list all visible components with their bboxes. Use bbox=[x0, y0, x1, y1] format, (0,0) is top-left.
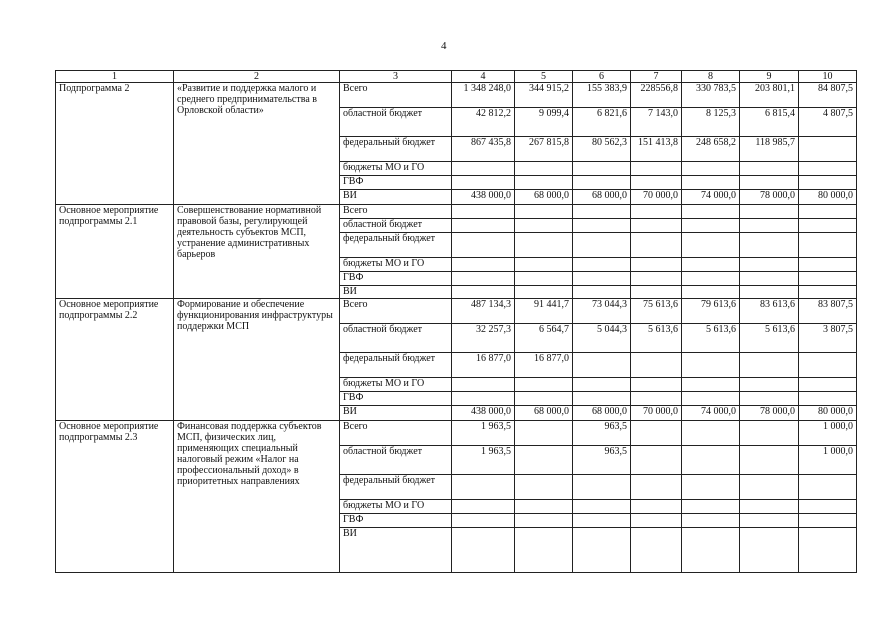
value-cell bbox=[573, 475, 631, 500]
funding-source-cell: Всего bbox=[340, 421, 452, 446]
value-cell: 68 000,0 bbox=[573, 406, 631, 421]
value-cell: 79 613,6 bbox=[682, 299, 740, 324]
value-cell bbox=[515, 233, 573, 258]
value-cell bbox=[799, 286, 857, 299]
value-cell bbox=[631, 176, 682, 190]
value-cell: 83 807,5 bbox=[799, 299, 857, 324]
page-number: 4 bbox=[441, 40, 447, 52]
value-cell: 963,5 bbox=[573, 446, 631, 475]
funding-source-cell: бюджеты МО и ГО bbox=[340, 258, 452, 272]
value-cell: 16 877,0 bbox=[452, 353, 515, 378]
column-header: 8 bbox=[682, 71, 740, 83]
value-cell: 68 000,0 bbox=[515, 190, 573, 205]
value-cell: 963,5 bbox=[573, 421, 631, 446]
funding-source-cell: ГВФ bbox=[340, 272, 452, 286]
value-cell bbox=[631, 258, 682, 272]
value-cell: 118 985,7 bbox=[740, 137, 799, 162]
value-cell: 78 000,0 bbox=[740, 190, 799, 205]
value-cell: 330 783,5 bbox=[682, 83, 740, 108]
value-cell bbox=[740, 205, 799, 219]
value-cell bbox=[799, 528, 857, 573]
value-cell bbox=[740, 378, 799, 392]
value-cell: 91 441,7 bbox=[515, 299, 573, 324]
value-cell bbox=[573, 258, 631, 272]
value-cell bbox=[573, 353, 631, 378]
value-cell bbox=[799, 258, 857, 272]
value-cell bbox=[682, 514, 740, 528]
value-cell bbox=[740, 514, 799, 528]
funding-source-cell: бюджеты МО и ГО bbox=[340, 162, 452, 176]
value-cell bbox=[515, 162, 573, 176]
value-cell bbox=[631, 500, 682, 514]
value-cell bbox=[682, 258, 740, 272]
value-cell: 6 821,6 bbox=[573, 108, 631, 137]
value-cell bbox=[682, 446, 740, 475]
value-cell bbox=[573, 514, 631, 528]
value-cell bbox=[682, 233, 740, 258]
value-cell bbox=[573, 392, 631, 406]
value-cell: 80 562,3 bbox=[573, 137, 631, 162]
value-cell: 73 044,3 bbox=[573, 299, 631, 324]
value-cell: 1 348 248,0 bbox=[452, 83, 515, 108]
value-cell bbox=[682, 392, 740, 406]
funding-source-cell: Всего bbox=[340, 83, 452, 108]
value-cell bbox=[573, 272, 631, 286]
value-cell bbox=[452, 475, 515, 500]
funding-source-cell: областной бюджет bbox=[340, 108, 452, 137]
funding-source-cell: ВИ bbox=[340, 190, 452, 205]
column-header: 6 bbox=[573, 71, 631, 83]
table-row bbox=[56, 83, 857, 108]
value-cell bbox=[515, 258, 573, 272]
budget-table bbox=[55, 70, 857, 573]
value-cell bbox=[682, 205, 740, 219]
value-cell: 84 807,5 bbox=[799, 83, 857, 108]
funding-source-cell: ВИ bbox=[340, 286, 452, 299]
value-cell bbox=[573, 162, 631, 176]
value-cell: 1 000,0 bbox=[799, 446, 857, 475]
value-cell: 68 000,0 bbox=[515, 406, 573, 421]
column-header: 5 bbox=[515, 71, 573, 83]
value-cell: 68 000,0 bbox=[573, 190, 631, 205]
value-cell bbox=[573, 176, 631, 190]
funding-source-cell: ВИ bbox=[340, 528, 452, 573]
value-cell bbox=[452, 233, 515, 258]
value-cell bbox=[682, 500, 740, 514]
value-cell bbox=[682, 353, 740, 378]
value-cell: 70 000,0 bbox=[631, 190, 682, 205]
column-header: 7 bbox=[631, 71, 682, 83]
value-cell bbox=[452, 392, 515, 406]
value-cell: 248 658,2 bbox=[682, 137, 740, 162]
value-cell bbox=[515, 219, 573, 233]
funding-source-cell: ГВФ bbox=[340, 392, 452, 406]
value-cell bbox=[631, 528, 682, 573]
value-cell: 80 000,0 bbox=[799, 190, 857, 205]
value-cell bbox=[799, 162, 857, 176]
value-cell bbox=[573, 528, 631, 573]
value-cell bbox=[515, 528, 573, 573]
value-cell bbox=[573, 219, 631, 233]
value-cell bbox=[799, 272, 857, 286]
value-cell bbox=[682, 528, 740, 573]
value-cell: 344 915,2 bbox=[515, 83, 573, 108]
value-cell: 151 413,8 bbox=[631, 137, 682, 162]
value-cell bbox=[515, 205, 573, 219]
value-cell bbox=[799, 205, 857, 219]
value-cell bbox=[631, 514, 682, 528]
value-cell bbox=[740, 162, 799, 176]
value-cell: 203 801,1 bbox=[740, 83, 799, 108]
value-cell bbox=[799, 392, 857, 406]
value-cell bbox=[573, 286, 631, 299]
value-cell bbox=[631, 162, 682, 176]
value-cell bbox=[682, 219, 740, 233]
value-cell bbox=[452, 528, 515, 573]
value-cell bbox=[682, 421, 740, 446]
value-cell: 16 877,0 bbox=[515, 353, 573, 378]
value-cell: 9 099,4 bbox=[515, 108, 573, 137]
program-name-cell: «Развитие и поддержка малого и среднего предпринимательства в Орловской области» bbox=[174, 83, 340, 205]
program-code-cell: Основное мероприятие подпрограммы 2.1 bbox=[56, 205, 174, 299]
funding-source-cell: бюджеты МО и ГО bbox=[340, 378, 452, 392]
value-cell bbox=[573, 205, 631, 219]
value-cell bbox=[740, 176, 799, 190]
value-cell bbox=[740, 233, 799, 258]
value-cell: 8 125,3 bbox=[682, 108, 740, 137]
value-cell bbox=[452, 258, 515, 272]
value-cell bbox=[452, 219, 515, 233]
funding-source-cell: федеральный бюджет bbox=[340, 353, 452, 378]
value-cell: 438 000,0 bbox=[452, 190, 515, 205]
value-cell bbox=[799, 514, 857, 528]
value-cell bbox=[799, 176, 857, 190]
value-cell: 867 435,8 bbox=[452, 137, 515, 162]
value-cell bbox=[515, 176, 573, 190]
value-cell bbox=[740, 272, 799, 286]
value-cell bbox=[452, 272, 515, 286]
value-cell: 267 815,8 bbox=[515, 137, 573, 162]
value-cell bbox=[515, 272, 573, 286]
value-cell bbox=[573, 378, 631, 392]
column-header: 10 bbox=[799, 71, 857, 83]
program-name-cell: Совершенствование нормативной правовой базы, регулирующей деятельность субъектов МСП, устранение административных барьеров bbox=[174, 205, 340, 299]
program-code-cell: Основное мероприятие подпрограммы 2.2 bbox=[56, 299, 174, 421]
value-cell bbox=[799, 137, 857, 162]
funding-source-cell: федеральный бюджет bbox=[340, 233, 452, 258]
funding-source-cell: областной бюджет bbox=[340, 324, 452, 353]
value-cell bbox=[682, 378, 740, 392]
value-cell bbox=[740, 392, 799, 406]
value-cell bbox=[515, 514, 573, 528]
funding-source-cell: областной бюджет bbox=[340, 446, 452, 475]
column-header: 3 bbox=[340, 71, 452, 83]
value-cell: 74 000,0 bbox=[682, 406, 740, 421]
value-cell bbox=[515, 421, 573, 446]
column-header: 2 bbox=[174, 71, 340, 83]
funding-source-cell: областной бюджет bbox=[340, 219, 452, 233]
funding-source-cell: бюджеты МО и ГО bbox=[340, 500, 452, 514]
funding-source-cell: ГВФ bbox=[340, 176, 452, 190]
value-cell: 3 807,5 bbox=[799, 324, 857, 353]
program-code-cell: Основное мероприятие подпрограммы 2.3 bbox=[56, 421, 174, 573]
value-cell bbox=[515, 446, 573, 475]
value-cell: 42 812,2 bbox=[452, 108, 515, 137]
value-cell bbox=[799, 500, 857, 514]
value-cell: 7 143,0 bbox=[631, 108, 682, 137]
value-cell bbox=[515, 286, 573, 299]
table-row bbox=[56, 421, 857, 446]
value-cell bbox=[631, 272, 682, 286]
value-cell: 5 613,6 bbox=[631, 324, 682, 353]
table-row bbox=[56, 299, 857, 324]
value-cell bbox=[631, 219, 682, 233]
value-cell bbox=[740, 500, 799, 514]
funding-source-cell: Всего bbox=[340, 299, 452, 324]
value-cell bbox=[452, 514, 515, 528]
value-cell bbox=[740, 258, 799, 272]
value-cell bbox=[515, 392, 573, 406]
value-cell: 6 815,4 bbox=[740, 108, 799, 137]
value-cell: 487 134,3 bbox=[452, 299, 515, 324]
value-cell bbox=[682, 176, 740, 190]
value-cell bbox=[452, 205, 515, 219]
value-cell: 75 613,6 bbox=[631, 299, 682, 324]
value-cell bbox=[799, 353, 857, 378]
program-name-cell: Формирование и обеспечение функционирования инфраструктуры поддержки МСП bbox=[174, 299, 340, 421]
value-cell bbox=[631, 205, 682, 219]
value-cell bbox=[631, 233, 682, 258]
value-cell: 83 613,6 bbox=[740, 299, 799, 324]
value-cell bbox=[515, 378, 573, 392]
value-cell bbox=[573, 233, 631, 258]
column-header: 1 bbox=[56, 71, 174, 83]
value-cell bbox=[799, 475, 857, 500]
value-cell bbox=[515, 500, 573, 514]
value-cell bbox=[573, 500, 631, 514]
table-row bbox=[56, 205, 857, 219]
value-cell bbox=[515, 475, 573, 500]
program-name-cell: Финансовая поддержка субъектов МСП, физических лиц, применяющих специальный налоговый режим «Налог на профессиональный доход» в приоритетных направлениях bbox=[174, 421, 340, 573]
value-cell: 438 000,0 bbox=[452, 406, 515, 421]
column-header: 4 bbox=[452, 71, 515, 83]
value-cell bbox=[452, 500, 515, 514]
value-cell bbox=[799, 219, 857, 233]
value-cell bbox=[682, 286, 740, 299]
value-cell: 5 613,6 bbox=[740, 324, 799, 353]
value-cell: 5 044,3 bbox=[573, 324, 631, 353]
value-cell: 4 807,5 bbox=[799, 108, 857, 137]
value-cell: 78 000,0 bbox=[740, 406, 799, 421]
value-cell bbox=[631, 286, 682, 299]
value-cell bbox=[631, 353, 682, 378]
funding-source-cell: ВИ bbox=[340, 406, 452, 421]
value-cell bbox=[452, 286, 515, 299]
value-cell bbox=[682, 272, 740, 286]
value-cell bbox=[740, 528, 799, 573]
funding-source-cell: федеральный бюджет bbox=[340, 137, 452, 162]
value-cell: 5 613,6 bbox=[682, 324, 740, 353]
value-cell bbox=[740, 421, 799, 446]
value-cell bbox=[631, 392, 682, 406]
value-cell: 80 000,0 bbox=[799, 406, 857, 421]
value-cell: 6 564,7 bbox=[515, 324, 573, 353]
value-cell: 32 257,3 bbox=[452, 324, 515, 353]
value-cell bbox=[631, 475, 682, 500]
value-cell: 70 000,0 bbox=[631, 406, 682, 421]
value-cell bbox=[682, 162, 740, 176]
value-cell bbox=[740, 353, 799, 378]
value-cell bbox=[452, 176, 515, 190]
value-cell: 1 963,5 bbox=[452, 421, 515, 446]
value-cell bbox=[631, 446, 682, 475]
funding-source-cell: федеральный бюджет bbox=[340, 475, 452, 500]
value-cell: 228556,8 bbox=[631, 83, 682, 108]
value-cell bbox=[452, 378, 515, 392]
value-cell: 1 000,0 bbox=[799, 421, 857, 446]
value-cell bbox=[740, 475, 799, 500]
funding-source-cell: ГВФ bbox=[340, 514, 452, 528]
value-cell bbox=[740, 219, 799, 233]
value-cell bbox=[631, 421, 682, 446]
funding-source-cell: Всего bbox=[340, 205, 452, 219]
column-header: 9 bbox=[740, 71, 799, 83]
program-code-cell: Подпрограмма 2 bbox=[56, 83, 174, 205]
value-cell bbox=[740, 446, 799, 475]
value-cell bbox=[631, 378, 682, 392]
value-cell bbox=[682, 475, 740, 500]
value-cell bbox=[740, 286, 799, 299]
value-cell bbox=[799, 233, 857, 258]
value-cell bbox=[799, 378, 857, 392]
value-cell: 74 000,0 bbox=[682, 190, 740, 205]
value-cell bbox=[452, 162, 515, 176]
value-cell: 155 383,9 bbox=[573, 83, 631, 108]
value-cell: 1 963,5 bbox=[452, 446, 515, 475]
column-number-row bbox=[56, 71, 857, 83]
